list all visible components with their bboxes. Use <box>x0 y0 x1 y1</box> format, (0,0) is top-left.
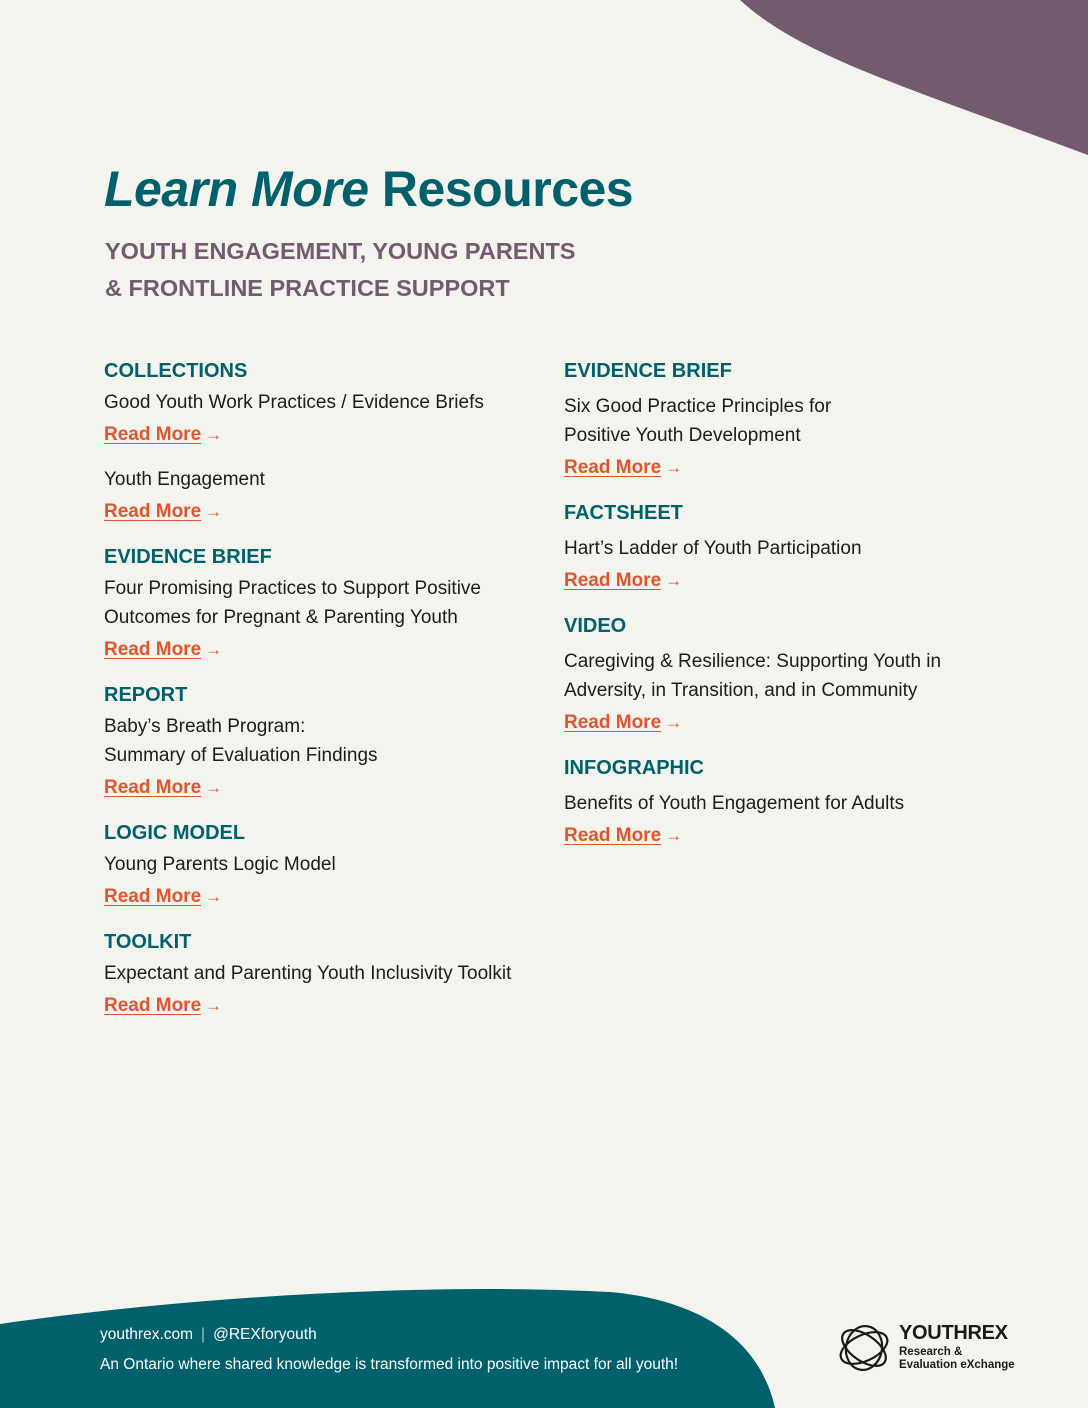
section-heading: VIDEO <box>564 615 627 637</box>
read-more-link[interactable]: Read More <box>104 424 202 445</box>
read-more-link[interactable]: Read More <box>564 712 662 733</box>
footer-website-link[interactable]: youthrex.com <box>100 1326 194 1343</box>
logo-subtitle-line-1: Research & <box>899 1346 963 1358</box>
resource-title <box>104 388 544 417</box>
left-resource-column <box>104 358 544 1038</box>
read-more-link[interactable]: Read More <box>104 995 202 1016</box>
section-heading: INFOGRAPHIC <box>564 757 704 779</box>
resource-entry <box>104 574 544 664</box>
resource-title <box>104 574 544 632</box>
resource-title-line: Adversity, in Transition, and in Community <box>564 680 918 701</box>
section-heading: FACTSHEET <box>564 502 683 524</box>
resource-title-line: Baby’s Breath Program: <box>104 716 306 737</box>
resource-title <box>564 647 1004 705</box>
right-resource-column <box>564 358 1004 868</box>
resource-title <box>104 712 544 770</box>
arrow-right-icon: → <box>205 640 223 659</box>
resource-entry <box>564 647 1004 737</box>
resource-section-factsheet <box>564 500 1004 595</box>
arrow-right-icon: → <box>205 887 223 906</box>
arrow-right-icon: → <box>665 458 683 477</box>
section-heading: EVIDENCE BRIEF <box>564 360 732 382</box>
arrow-right-icon: → <box>205 778 223 797</box>
resource-title-line: Hart’s Ladder of Youth Participation <box>564 538 862 559</box>
resource-title-line: Positive Youth Development <box>564 425 801 446</box>
page-title <box>104 160 633 218</box>
resource-title <box>104 465 544 494</box>
resource-title-line: Youth Engagement <box>104 469 265 490</box>
read-more-link[interactable]: Read More <box>104 501 202 522</box>
resource-title-line: Good Youth Work Practices / Evidence Briefs <box>104 392 484 413</box>
resource-section-infographic <box>564 755 1004 850</box>
resource-title <box>564 392 1004 450</box>
resource-entry <box>104 465 544 526</box>
resource-title <box>104 850 544 879</box>
section-heading: REPORT <box>104 684 188 706</box>
resource-section-logic-model <box>104 820 544 911</box>
arrow-right-icon: → <box>665 713 683 732</box>
read-more-link[interactable]: Read More <box>564 457 662 478</box>
read-more-link[interactable]: Read More <box>104 886 202 907</box>
resource-title <box>564 789 1004 818</box>
resource-entry <box>104 850 544 911</box>
page-title-rest: Resources <box>381 161 634 217</box>
arrow-right-icon: → <box>205 425 223 444</box>
resource-entry <box>564 534 1004 595</box>
subtitle-line-2: & FRONTLINE PRACTICE SUPPORT <box>105 275 510 301</box>
resource-entry <box>104 712 544 802</box>
resource-section-evidence-brief <box>564 358 1004 482</box>
arrow-right-icon: → <box>665 571 683 590</box>
resource-entry <box>564 789 1004 850</box>
resource-title-line: Benefits of Youth Engagement for Adults <box>564 793 905 814</box>
footer-social-link[interactable]: @REXforyouth <box>213 1326 317 1343</box>
section-heading: LOGIC MODEL <box>104 822 246 844</box>
resource-title <box>564 534 1004 563</box>
section-heading: COLLECTIONS <box>104 360 248 382</box>
resource-title-line: Caregiving & Resilience: Supporting Youth in <box>564 651 942 672</box>
footer-separator: | <box>201 1326 206 1343</box>
read-more-link[interactable]: Read More <box>104 639 202 660</box>
youthrex-logo-icon <box>836 1320 892 1376</box>
footer-tagline: An Ontario where shared knowledge is transformed into positive impact for all youth! <box>100 1356 679 1373</box>
section-heading: TOOLKIT <box>104 931 192 953</box>
read-more-link[interactable]: Read More <box>564 825 662 846</box>
section-heading: EVIDENCE BRIEF <box>104 546 272 568</box>
resource-section-toolkit <box>104 929 544 1020</box>
arrow-right-icon: → <box>205 502 223 521</box>
resource-section-report <box>104 682 544 802</box>
page-title-italic: Learn More <box>104 161 369 217</box>
resource-title-line: Four Promising Practices to Support Positive <box>104 578 481 599</box>
resource-section-collections <box>104 358 544 526</box>
subtitle-line-1: YOUTH ENGAGEMENT, YOUNG PARENTS <box>105 238 576 264</box>
top-decorative-shape <box>0 0 1088 170</box>
resource-section-evidence-brief <box>104 544 544 664</box>
resource-title-line: Expectant and Parenting Youth Inclusivity Toolkit <box>104 963 512 984</box>
resource-title-line: Outcomes for Pregnant & Parenting Youth <box>104 607 458 628</box>
logo-subtitle <box>899 1346 1015 1372</box>
read-more-link[interactable]: Read More <box>104 777 202 798</box>
resource-title <box>104 959 544 988</box>
resource-title-line: Summary of Evaluation Findings <box>104 745 378 766</box>
logo-subtitle-line-2: Evaluation eXchange <box>899 1359 1015 1371</box>
youthrex-logo <box>836 1318 1026 1378</box>
resource-entry <box>564 392 1004 482</box>
page-subtitle <box>105 233 575 307</box>
resource-entry <box>104 388 544 449</box>
arrow-right-icon: → <box>205 996 223 1015</box>
resource-title-line: Young Parents Logic Model <box>104 854 336 875</box>
read-more-link[interactable]: Read More <box>564 570 662 591</box>
arrow-right-icon: → <box>665 826 683 845</box>
logo-name: YOUTHREX <box>899 1322 1008 1344</box>
resource-title-line: Six Good Practice Principles for <box>564 396 832 417</box>
resource-section-video <box>564 613 1004 737</box>
resource-entry <box>104 959 544 1020</box>
footer-links <box>100 1326 317 1344</box>
